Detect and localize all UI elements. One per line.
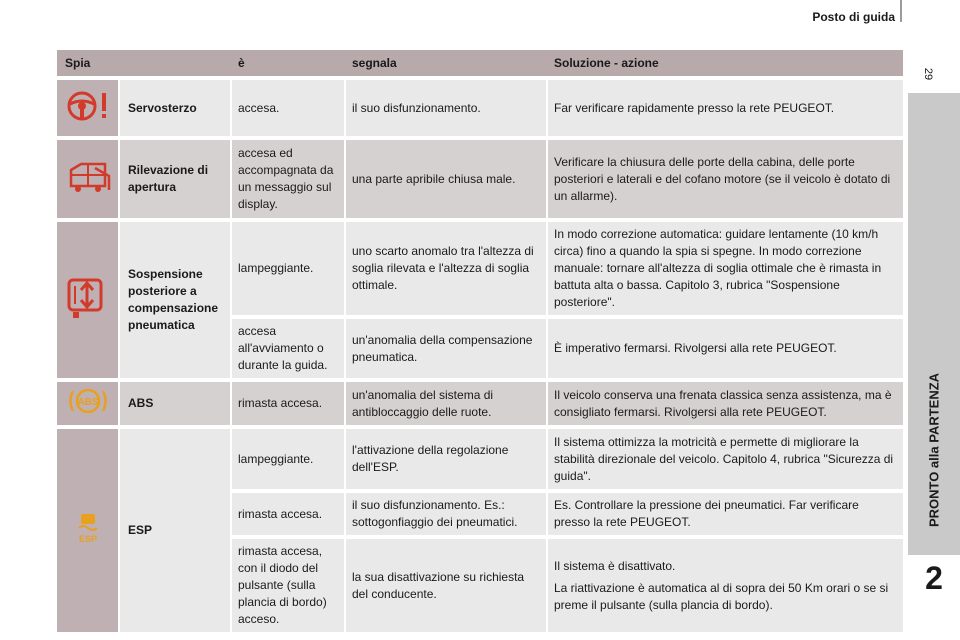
- light-solution: Il sistema ottimizza la motricità e permette di migliorare la stabilità direzionale del veicolo. Capitolo 4, rubrica "Sicurezza di guida".: [546, 429, 903, 489]
- light-state: accesa all'avviamento o durante la guida.: [230, 319, 344, 378]
- light-signal: la sua disattivazione su richiesta del conducente.: [344, 539, 546, 632]
- warning-lights-table: [57, 46, 903, 636]
- icon-cell: [57, 429, 118, 632]
- power-steering-icon: [65, 89, 111, 128]
- light-signal: un'anomalia della compensazione pneumatica.: [344, 319, 546, 378]
- esp-icon: [65, 511, 111, 550]
- light-name: Servosterzo: [118, 80, 230, 136]
- side-chapter-title: PRONTO alla PARTENZA: [926, 372, 942, 528]
- light-solution: Il veicolo conserva una frenata classica senza assistenza, ma è consigliato fermarsi. Rivolgersi alla rete PEUGEOT.: [546, 382, 903, 425]
- table-row: [57, 222, 903, 315]
- light-signal: il suo disfunzionamento.: [344, 80, 546, 136]
- light-solution: È imperativo fermarsi. Rivolgersi alla rete PEUGEOT.: [546, 319, 903, 378]
- light-state: lampeggiante.: [230, 222, 344, 315]
- icon-cell: [57, 222, 118, 378]
- table-row: [57, 382, 903, 425]
- light-state: rimasta accesa, con il diodo del pulsante (sulla plancia di bordo) acceso.: [230, 539, 344, 632]
- light-signal: l'attivazione della regolazione dell'ESP.: [344, 429, 546, 489]
- abs-icon: [65, 386, 111, 421]
- light-solution: Verificare la chiusura delle porte della cabina, delle porte posteriori e laterali e del cofano motore (se il veicolo è dotato di un allarme).: [546, 140, 903, 218]
- table-row: [57, 429, 903, 489]
- light-state: accesa ed accompagnata da un messaggio sul display.: [230, 140, 344, 218]
- table-header-row: [57, 50, 903, 76]
- light-state: accesa.: [230, 80, 344, 136]
- column-header-signal: segnala: [344, 50, 546, 76]
- light-solution: In modo correzione automatica: guidare lentamente (10 km/h circa) fino a quando la spia si spegne. In modo correzione manuale: tornare all'altezza di soglia ottimale che è rimasta in battuta alta o bassa. Capitolo 3, rubrica "Sospensione posteriore".: [546, 222, 903, 315]
- header-rule: [900, 0, 902, 22]
- column-header-spia: Spia: [57, 50, 230, 76]
- table-row: [57, 140, 903, 218]
- column-header-solution: Soluzione - azione: [546, 50, 903, 76]
- suspension-icon: [65, 276, 111, 325]
- light-state: rimasta accesa.: [230, 493, 344, 535]
- esp-icon-label: ESP: [78, 534, 97, 544]
- page-header-title: Posto di guida: [812, 10, 895, 24]
- light-signal: una parte apribile chiusa male.: [344, 140, 546, 218]
- light-solution: Es. Controllare la pressione dei pneumatici. Far verificare presso la rete PEUGEOT.: [546, 493, 903, 535]
- light-signal: il suo disfunzionamento. Es.: sottogonfiaggio dei pneumatici.: [344, 493, 546, 535]
- light-solution: Il sistema è disattivato. La riattivazione è automatica al di sopra dei 50 Km orari o se si preme il pulsante (sulla plancia di bordo).: [546, 539, 903, 632]
- light-state: lampeggiante.: [230, 429, 344, 489]
- icon-cell: [57, 80, 118, 136]
- abs-icon-label: ABS: [76, 397, 99, 408]
- icon-cell: [57, 140, 118, 218]
- door-open-icon: [65, 160, 111, 199]
- column-header-state: è: [230, 50, 344, 76]
- light-name: Rilevazione di apertura: [118, 140, 230, 218]
- light-name: Sospensione posteriore a compensazione pneumatica: [118, 222, 230, 378]
- light-state: rimasta accesa.: [230, 382, 344, 425]
- light-name: ESP: [118, 429, 230, 632]
- chapter-number: 2: [925, 560, 943, 596]
- light-solution: Far verificare rapidamente presso la rete PEUGEOT.: [546, 80, 903, 136]
- icon-cell: [57, 382, 118, 425]
- light-name: ABS: [118, 382, 230, 425]
- light-signal: uno scarto anomalo tra l'altezza di soglia rilevata e l'altezza di soglia ottimale.: [344, 222, 546, 315]
- light-signal: un'anomalia del sistema di antibloccaggio delle ruote.: [344, 382, 546, 425]
- table-row: [57, 80, 903, 136]
- page-number: 29: [922, 67, 935, 81]
